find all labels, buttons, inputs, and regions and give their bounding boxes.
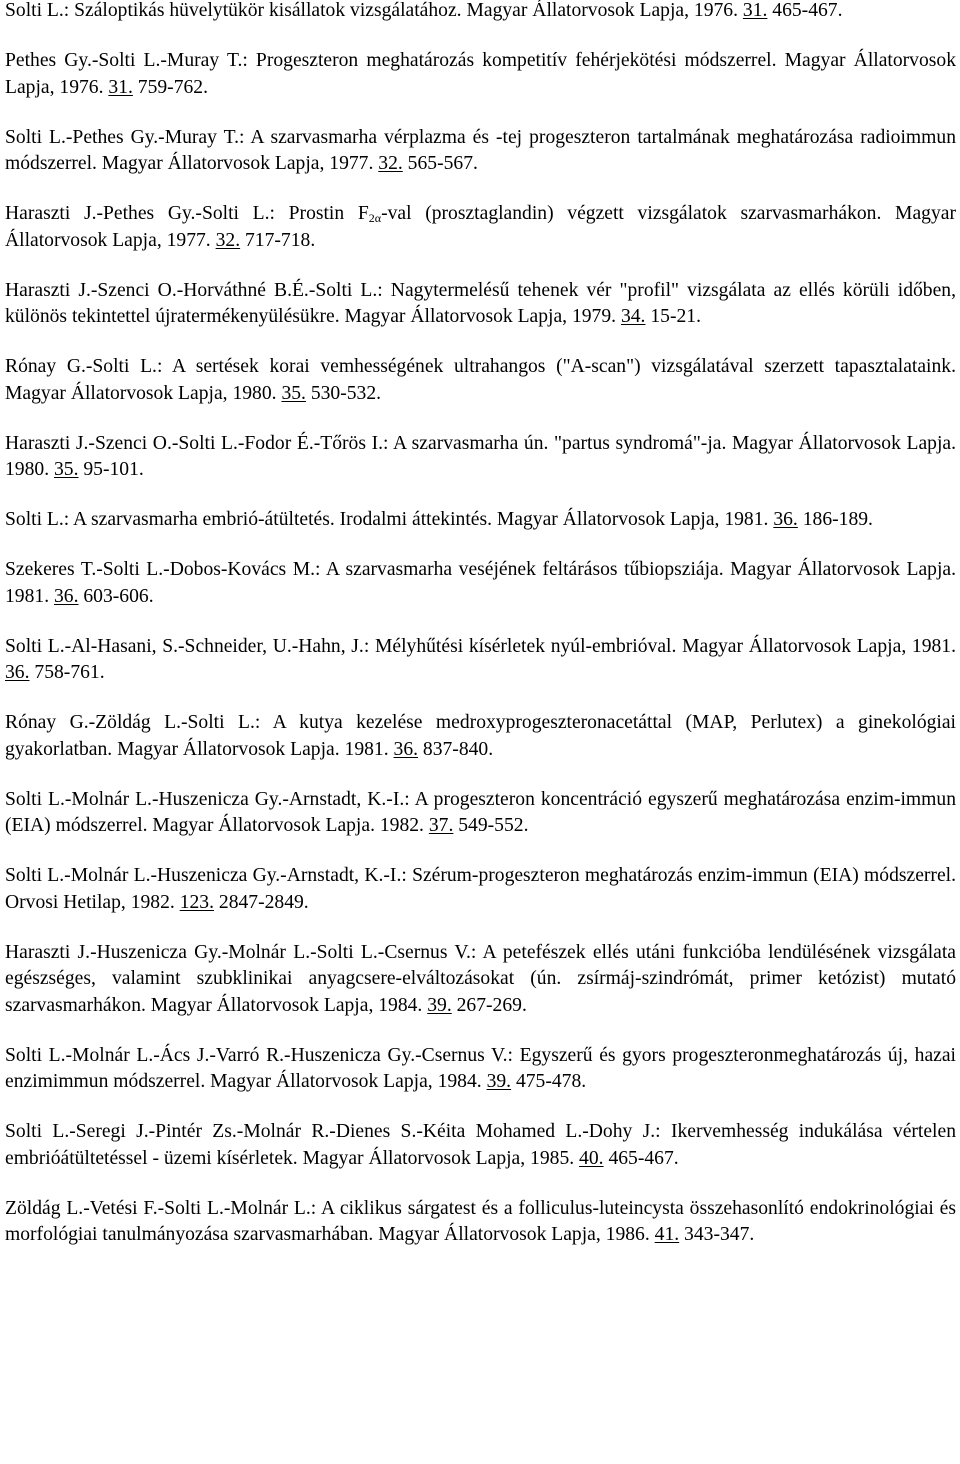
- reference-text: Solti L.-Molnár L.-Huszenicza Gy.-Arnstadt, K.-I.: A progeszteron koncentráció egyszerű meghatározása enzim-immun (EIA) módszerrel. Magyar Állatorvosok Lapja. 1982.: [5, 788, 956, 836]
- reference-item: [5, 125, 956, 178]
- page-range: 837-840.: [418, 738, 494, 760]
- volume-number: 35.: [53, 459, 79, 480]
- reference-item: [5, 0, 956, 25]
- page-range: 465-467.: [767, 0, 843, 21]
- reference-text: Haraszti J.-Huszenicza Gy.-Molnár L.-Solti L.-Csernus V.: A petefészek ellés utáni funkcióba lendülésének vizsgálata egészséges, valamint szubklinikai anyagcsere-elváltozásokat (ún. zsírmáj-szindrómát, primer ketózist) mutató szarvasmarhákon. Magyar Állatorvosok Lapja, 1984.: [5, 941, 956, 1016]
- reference-item: [5, 354, 956, 407]
- volume-number: 31.: [742, 0, 768, 21]
- volume-number: 36.: [53, 585, 79, 607]
- reference-text: Solti L.-Seregi J.-Pintér Zs.-Molnár R.-Dienes S.-Kéita Mohamed L.-Dohy J.: Ikervemhesség indukálása vértelen embrióátültetéssel - üzemi kísérletek. Magyar Állatorvosok Lapja, 1985.: [5, 1121, 956, 1169]
- reference-item: [5, 48, 956, 101]
- page-range: 475-478.: [511, 1071, 587, 1092]
- reference-item: [5, 940, 956, 1020]
- volume-number: 123.: [179, 891, 214, 913]
- reference-text: Rónay G.-Zöldág L.-Solti L.: A kutya kezelése medroxyprogeszteronacetáttal (MAP, Perlutex) a ginekológiai gyakorlatban. Magyar Állatorvosok Lapja. 1981.: [5, 712, 956, 760]
- reference-text: Solti L.: A szarvasmarha embrió-átültetés. Irodalmi áttekintés. Magyar Állatorvosok Lapja, 1981.: [5, 509, 774, 530]
- page-range: 465-467.: [603, 1147, 679, 1169]
- reference-item: [5, 278, 956, 331]
- page-range: 267-269.: [451, 994, 527, 1016]
- reference-item: [5, 557, 956, 610]
- reference-text: Solti L.-Pethes Gy.-Muray T.: A szarvasmarha vérplazma és -tej progeszteron tartalmának meghatározása radioimmun módszerrel. Magyar Állatorvosok Lapja, 1977.: [5, 126, 956, 174]
- reference-text: Zöldág L.-Vetési F.-Solti L.-Molnár L.: A ciklikus sárgatest és a folliculus-luteincysta összehasonlító endokrinológiai és morfológiai tanulmányozása szarvasmarhában. Magyar Állatorvosok Lapja, 1986.: [5, 1197, 956, 1245]
- reference-item: [5, 634, 956, 687]
- page-range: 603-606.: [78, 585, 154, 607]
- reference-item: [5, 863, 956, 916]
- page-range: 530-532.: [305, 382, 382, 404]
- page-range: 565-567.: [402, 153, 478, 174]
- volume-number: 36.: [393, 738, 419, 760]
- volume-number: 35.: [281, 382, 306, 404]
- page-range: 186-189.: [797, 509, 873, 530]
- reference-item: [5, 507, 956, 534]
- reference-item: [5, 1196, 956, 1249]
- reference-text: Pethes Gy.-Solti L.-Muray T.: Progeszteron meghatározás kompetitív fehérjekötési módszerrel. Magyar Állatorvosok Lapja, 1976.: [5, 50, 956, 98]
- reference-text: Solti L.-Molnár L.-Huszenicza Gy.-Arnstadt, K.-I.: Szérum-progeszteron meghatározás enzim-immun (EIA) módszerrel. Orvosi Hetilap, 1982.: [5, 865, 956, 913]
- reference-text: Solti L.: Száloptikás hüvelytükör kisállatok vizsgálatához. Magyar Állatorvosok Lapja, 1976.: [5, 0, 743, 21]
- volume-number: 39.: [486, 1071, 512, 1092]
- volume-number: 37.: [428, 815, 454, 836]
- volume-number: 41.: [654, 1224, 680, 1245]
- volume-number: 31.: [108, 76, 133, 98]
- reference-item: [5, 787, 956, 840]
- volume-number: 32.: [215, 229, 241, 251]
- page-range: 717-718.: [240, 229, 316, 251]
- reference-item: [5, 710, 956, 763]
- volume-number: 39.: [427, 994, 452, 1016]
- volume-number: 40.: [579, 1147, 604, 1169]
- page-range: 15-21.: [645, 306, 701, 327]
- page-range: 95-101.: [78, 459, 144, 480]
- reference-item: [5, 1043, 956, 1096]
- reference-text: Rónay G.-Solti L.: A sertések korai vemhességének ultrahangos ("A-scan") vizsgálatával szerzett tapasztalataink. Magyar Állatorvosok Lapja, 1980.: [5, 356, 956, 404]
- reference-text: Solti L.-Al-Hasani, S.-Schneider, U.-Hahn, J.: Mélyhűtési kísérletek nyúl-embrióval. Magyar Állatorvosok Lapja, 1981.: [5, 635, 956, 657]
- page-range: 343-347.: [679, 1224, 755, 1245]
- page-range: 758-761.: [29, 662, 105, 683]
- subscript: 2α: [368, 211, 382, 225]
- volume-number: 34.: [620, 306, 646, 327]
- reference-text: Haraszti J.-Szenci O.-Solti L.-Fodor É.-Tőrös I.: A szarvasmarha ún. "partus syndromá"-ja. Magyar Állatorvosok Lapja. 1980.: [5, 432, 956, 480]
- volume-number: 36.: [773, 509, 798, 530]
- volume-number: 36.: [5, 662, 30, 683]
- reference-item: [5, 1119, 956, 1172]
- reference-list: [5, 0, 956, 1272]
- volume-number: 32.: [378, 153, 403, 174]
- reference-text-continued: -val (prosztaglandin) végzett vizsgálatok szarvasmarhákon. Magyar Állatorvosok Lapja, 1977.: [5, 203, 956, 251]
- page-range: 549-552.: [453, 815, 529, 836]
- reference-text: Haraszti J.-Szenci O.-Horváthné B.É.-Solti L.: Nagytermelésű tehenek vér "profil" vizsgálata az ellés körüli időben, különös tekintettel újratermékenyülésükre. Magyar Állatorvosok Lapja, 1979.: [5, 279, 956, 327]
- reference-item: [5, 431, 956, 484]
- reference-text: Solti L.-Molnár L.-Ács J.-Varró R.-Huszenicza Gy.-Csernus V.: Egyszerű és gyors progeszteronmeghatározás új, hazai enzimimmun módszerrel. Magyar Állatorvosok Lapja, 1984.: [5, 1044, 956, 1092]
- reference-text: Szekeres T.-Solti L.-Dobos-Kovács M.: A szarvasmarha veséjének feltárásos tűbiopsziája. Magyar Állatorvosok Lapja. 1981.: [5, 559, 956, 607]
- reference-text: Haraszti J.-Pethes Gy.-Solti L.: Prostin F: [5, 203, 369, 224]
- page-range: 2847-2849.: [214, 891, 309, 913]
- reference-item: [5, 201, 956, 254]
- page-range: 759-762.: [132, 76, 208, 98]
